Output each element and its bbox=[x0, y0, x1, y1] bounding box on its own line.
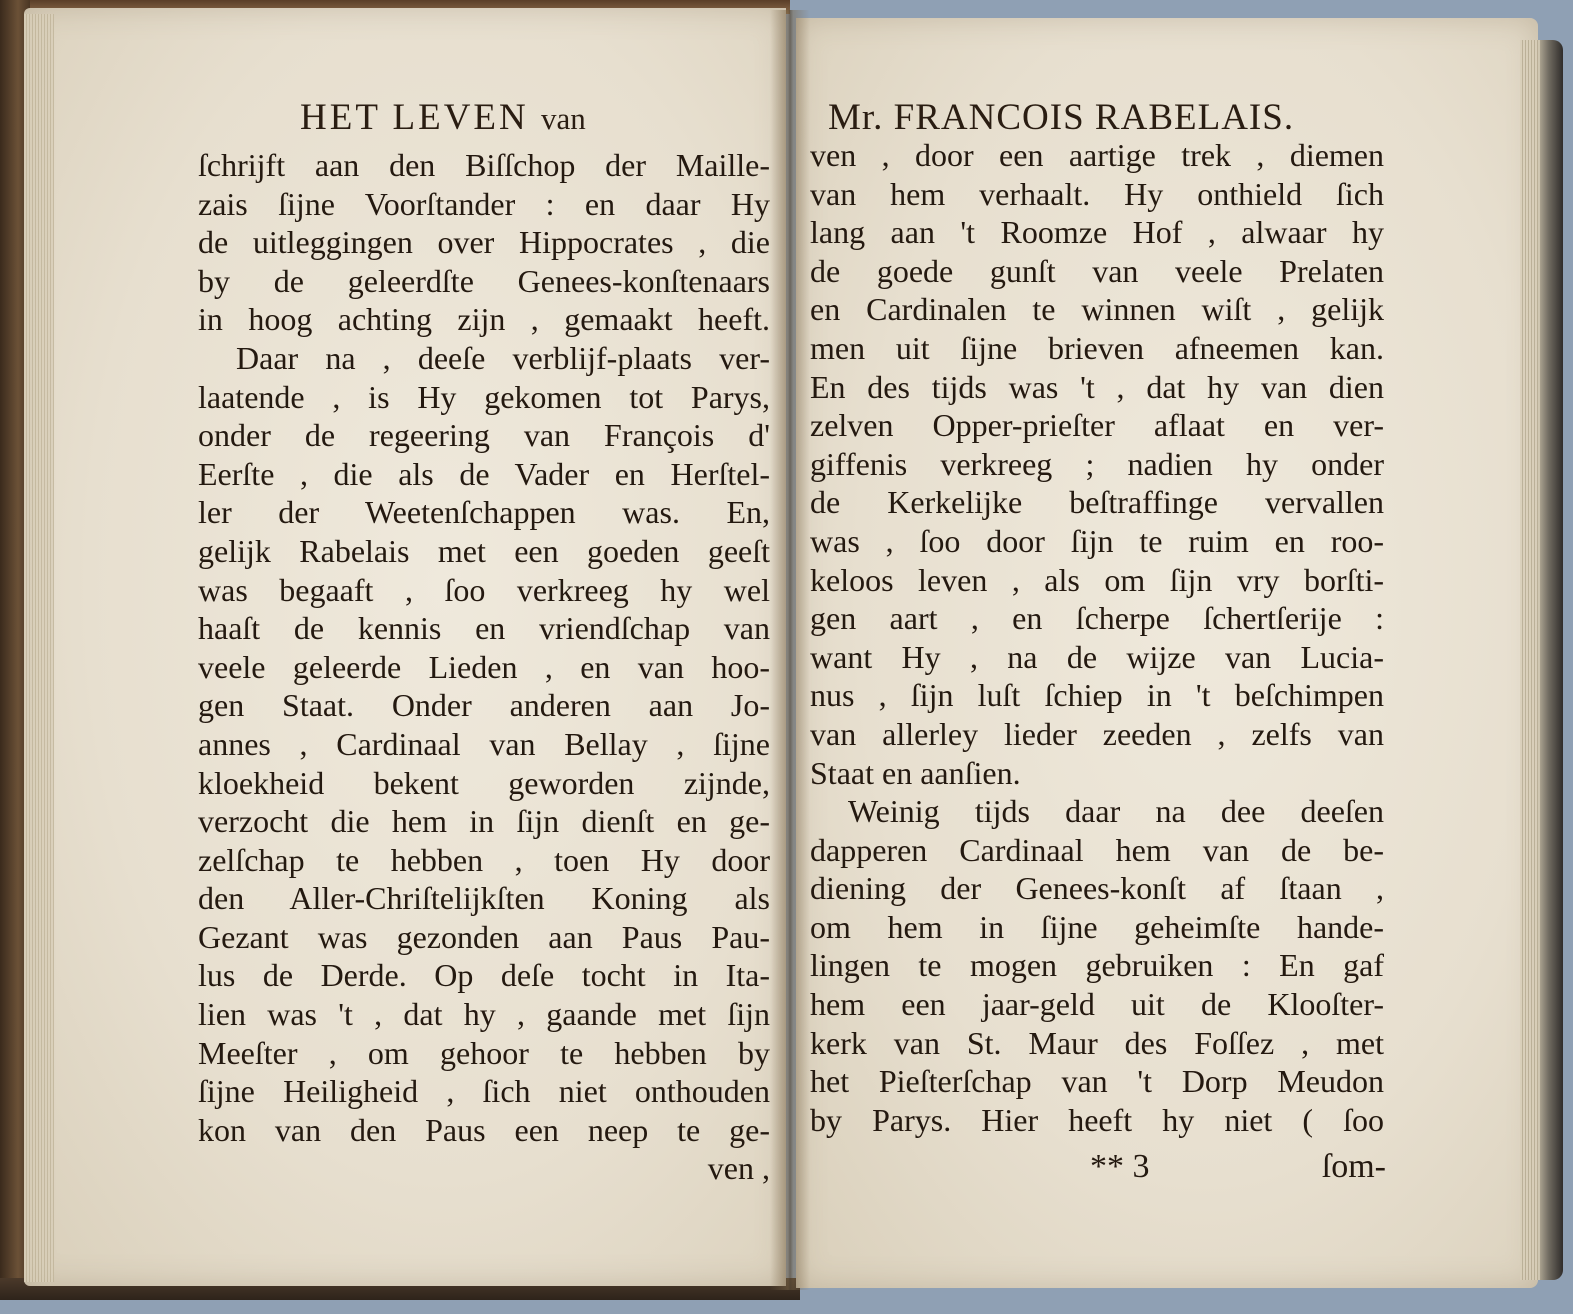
book-gutter bbox=[770, 10, 810, 1290]
text-line: gen aart , en ſcherpe ſchertſerije : bbox=[810, 600, 1384, 637]
text-line: Meeſter , om gehoor te hebben by bbox=[198, 1034, 770, 1071]
text-line: annes , Cardinaal van Bellay , ſijne bbox=[198, 725, 770, 762]
text-line: lang aan 't Roomze Hof , alwaar hy bbox=[810, 214, 1384, 251]
text-line: Weinig tijds daar na dee deeſen bbox=[848, 793, 1384, 830]
text-line: keloos leven , als om ſijn vry borſti- bbox=[810, 561, 1384, 598]
text-line: gelijk Rabelais met een goeden geeſt bbox=[198, 532, 770, 569]
text-line: van allerley lieder zeeden , zelfs van bbox=[810, 715, 1384, 752]
text-line: van hem verhaalt. Hy onthield ſich bbox=[810, 175, 1384, 212]
text-line: haaſt de kennis en vriendſchap van bbox=[198, 610, 770, 647]
text-line: kerk van St. Maur des Foſſez , met bbox=[810, 1024, 1384, 1061]
text-line: de uitleggingen over Hippocrates , die bbox=[198, 224, 770, 261]
text-line: ſchrijft aan den Biſſchop der Maille- bbox=[198, 147, 770, 183]
text-line: dapperen Cardinaal hem van de be- bbox=[810, 831, 1384, 868]
text-line: zais ſijne Voorſtander : en daar Hy bbox=[198, 185, 770, 222]
text-line: veele geleerde Lieden , en van hoo- bbox=[198, 648, 770, 685]
text-line: diening der Genees-konſt af ſtaan , bbox=[810, 870, 1384, 907]
text-line: by Parys. Hier heeft hy niet ( ſoo bbox=[810, 1101, 1384, 1138]
text-line: Eerſte , die als de Vader en Herſtel- bbox=[198, 455, 770, 492]
right-page-edges bbox=[1520, 40, 1540, 1280]
text-line: en Cardinalen te winnen wiſt , gelijk bbox=[810, 291, 1384, 328]
left-running-head-title: HET LEVEN bbox=[300, 97, 529, 138]
signature-mark: ** 3 bbox=[1090, 1148, 1150, 1185]
text-line: lien was 't , dat hy , gaande met ſijn bbox=[198, 996, 770, 1033]
text-line: giffenis verkreeg ; nadien hy onder bbox=[810, 445, 1384, 482]
text-line: ven , door een aartige trek , diemen bbox=[810, 137, 1384, 173]
text-line: nus , ſijn luſt ſchiep in 't beſchimpen bbox=[810, 677, 1384, 714]
left-catchword: ven , bbox=[707, 1150, 770, 1187]
text-line: gen Staat. Onder anderen aan Jo- bbox=[198, 687, 770, 724]
text-line: laatende , is Hy gekomen tot Parys, bbox=[198, 378, 770, 415]
text-line: lingen te mogen gebruiken : En gaf bbox=[810, 947, 1384, 984]
text-line: kon van den Paus een neep te ge- bbox=[198, 1111, 770, 1148]
right-page-text bbox=[810, 136, 1384, 1139]
text-line: de goede gunſt van veele Prelaten bbox=[810, 252, 1384, 289]
text-line: men uit ſijne brieven afneemen kan. bbox=[810, 329, 1384, 366]
text-line: ler der Weetenſchappen was. En, bbox=[198, 494, 770, 531]
text-line: zelſchap te hebben , toen Hy door bbox=[198, 841, 770, 878]
text-line: om hem in ſijne geheimſte hande- bbox=[810, 908, 1384, 945]
text-line: was , ſoo door ſijn te ruim en roo- bbox=[810, 522, 1384, 559]
left-page-edges bbox=[24, 14, 54, 1282]
right-page-footer bbox=[1090, 1148, 1386, 1186]
text-line: Staat en aanſien. bbox=[810, 754, 1021, 791]
text-line: by de geleerdſte Genees-konſtenaars bbox=[198, 262, 770, 299]
text-line: onder de regeering van François d' bbox=[198, 417, 770, 454]
text-line: den Aller-Chriſtelijkſten Koning als bbox=[198, 880, 770, 917]
text-line: de Kerkelijke beſtraffinge vervallen bbox=[810, 484, 1384, 521]
left-running-head bbox=[300, 96, 586, 139]
text-line: was begaaft , ſoo verkreeg hy wel bbox=[198, 571, 770, 608]
text-line: verzocht die hem in ſijn dienſt en ge- bbox=[198, 803, 770, 840]
right-running-head: Mr. FRANCOIS RABELAIS. bbox=[828, 97, 1295, 138]
text-line: Daar na , deeſe verblijf-plaats ver- bbox=[236, 339, 770, 376]
left-running-head-suffix: van bbox=[541, 101, 586, 136]
text-line: kloekheid bekent geworden zijnde, bbox=[198, 764, 770, 801]
text-line: En des tijds was 't , dat hy van dien bbox=[810, 368, 1384, 405]
text-line: Gezant was gezonden aan Paus Pau- bbox=[198, 918, 770, 955]
text-line: in hoog achting zijn , gemaakt heeft. bbox=[198, 301, 770, 338]
text-line: ſijne Heiligheid , ſich niet onthouden bbox=[198, 1073, 770, 1110]
text-line: want Hy , na de wijze van Lucia- bbox=[810, 638, 1384, 675]
right-catchword: ſom- bbox=[1321, 1148, 1386, 1185]
left-page-text bbox=[198, 146, 770, 1188]
text-line: lus de Derde. Op deſe tocht in Ita- bbox=[198, 957, 770, 994]
text-line: hem een jaar-geld uit de Klooſter- bbox=[810, 986, 1384, 1023]
text-line: het Pieſterſchap van 't Dorp Meudon bbox=[810, 1063, 1384, 1100]
text-line: zelven Opper-prieſter aflaat en ver- bbox=[810, 407, 1384, 444]
